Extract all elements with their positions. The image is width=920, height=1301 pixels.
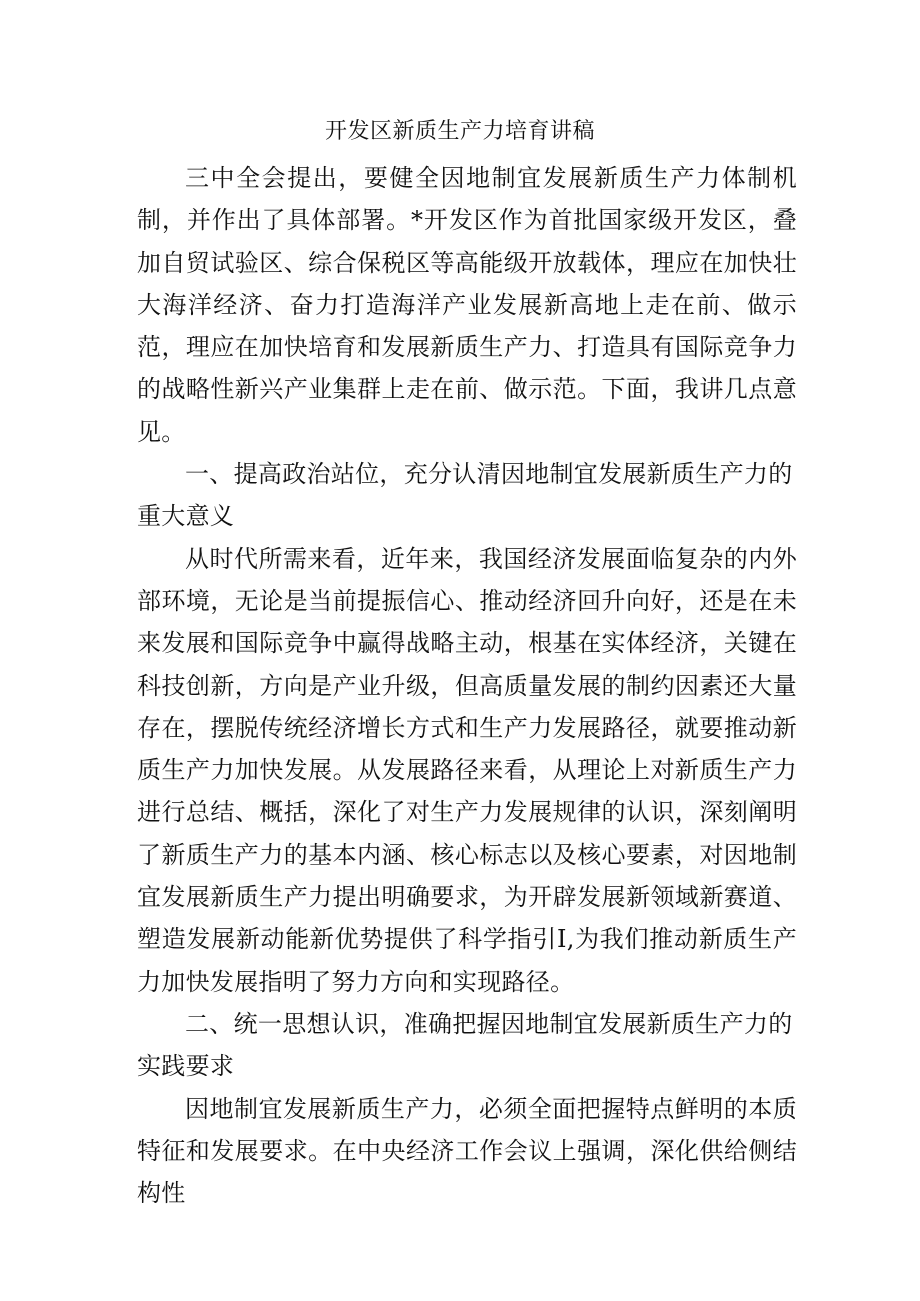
section-heading-1: 一、提高政治站位，充分认清因地制宜发展新质生产力的重大意义 <box>137 460 793 531</box>
document-body <box>137 157 797 1214</box>
paragraph-intro: 三中全会提出，要健全因地制宜发展新质生产力体制机制，并作出了具体部署。*开发区作为首批国家级开发区，叠加自贸试验区、综合保税区等高能级开放载体，理应在加快壮大海洋经济、奋力打造海洋产业发展新高地上走在前、做示范，理应在加快培育和发展新质生产力、打造具有国际竞争力的战略性新兴产业集群上走在前、做示范。下面，我讲几点意见。 <box>137 164 797 446</box>
section-heading-2: 二、统一思想认识，准确把握因地制宜发展新质生产力的实践要求 <box>137 1009 793 1081</box>
paragraph-section-1: 从时代所需来看，近年来，我国经济发展面临复杂的内外部环境，无论是当前提振信心、推动经济回升向好，还是在未来发展和国际竞争中赢得战略主动，根基在实体经济，关键在科技创新，方向是产业升级，但高质量发展的制约因素还大量存在，摆脱传统经济增长方式和生产力发展路径，就要推动新质生产力加快发展。从发展路径来看，从理论上对新质生产力进行总结、概括，深化了对生产力发展规律的认识，深刻阐明了新质生产力的基本内涵、核心标志以及核心要素，对因地制宜发展新质生产力提出明确要求，为开辟发展新领域新赛道、塑造发展新动能新优势提供了科学指引I,为我们推动新质生产力加快发展指明了努力方向和实现路径。 <box>137 544 797 996</box>
document-title: 开发区新质生产力培育讲稿 <box>324 119 595 144</box>
paragraph-section-2: 因地制宜发展新质生产力，必须全面把握特点鲜明的本质特征和发展要求。在中央经济工作会议上强调，深化供给侧结构性 <box>137 1094 797 1208</box>
